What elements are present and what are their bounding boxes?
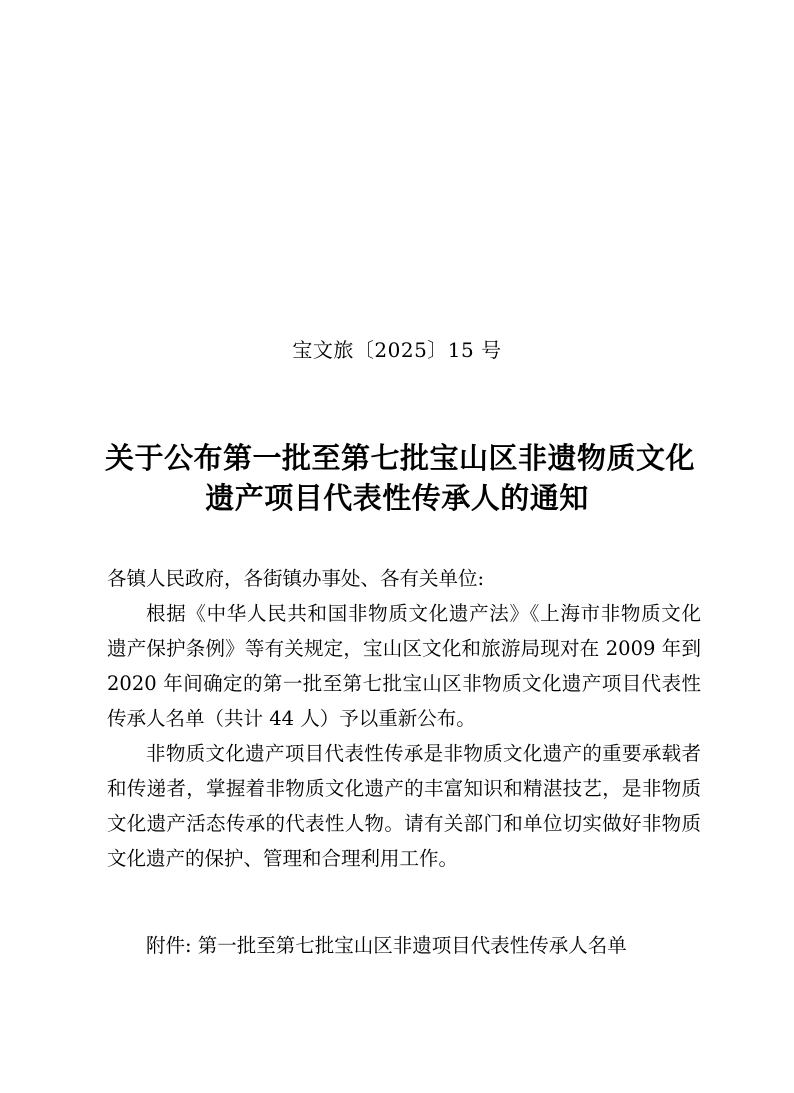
body-paragraph-2: 非物质文化遗产项目代表性传承是非物质文化遗产的重要承载者和传递者，掌握着非物质文化遗产的丰富知识和精湛技艺，是非物质文化遗产活态传承的代表性人物。请有关部门和单位切实做好非物质文化遗产的保护、管理和合理利用工作。 (107, 742, 701, 870)
document-title-line-2: 遗产项目代表性传承人的通知 (205, 481, 589, 515)
document-title (105, 438, 696, 518)
attachment-line: 附件: 第一批至第七批宝山区非遗项目代表性传承人名单 (146, 934, 627, 957)
document-number: 宝文旅〔2025〕15 号 (292, 338, 502, 362)
document-title-line-1: 关于公布第一批至第七批宝山区非遗物质文化 (105, 441, 696, 475)
document-body (107, 561, 701, 876)
body-paragraph-1: 根据《中华人民共和国非物质文化遗产法》《上海市非物质文化遗产保护条例》等有关规定，宝山区文化和旅游局现对在 2009 年到 2020 年间确定的第一批至第七批宝山区非物质文化遗产项目代表性传承人名单（共计 44 人）予以重新公布。 (107, 602, 701, 730)
salutation: 各镇人民政府，各街镇办事处、各有关单位: (107, 567, 485, 590)
